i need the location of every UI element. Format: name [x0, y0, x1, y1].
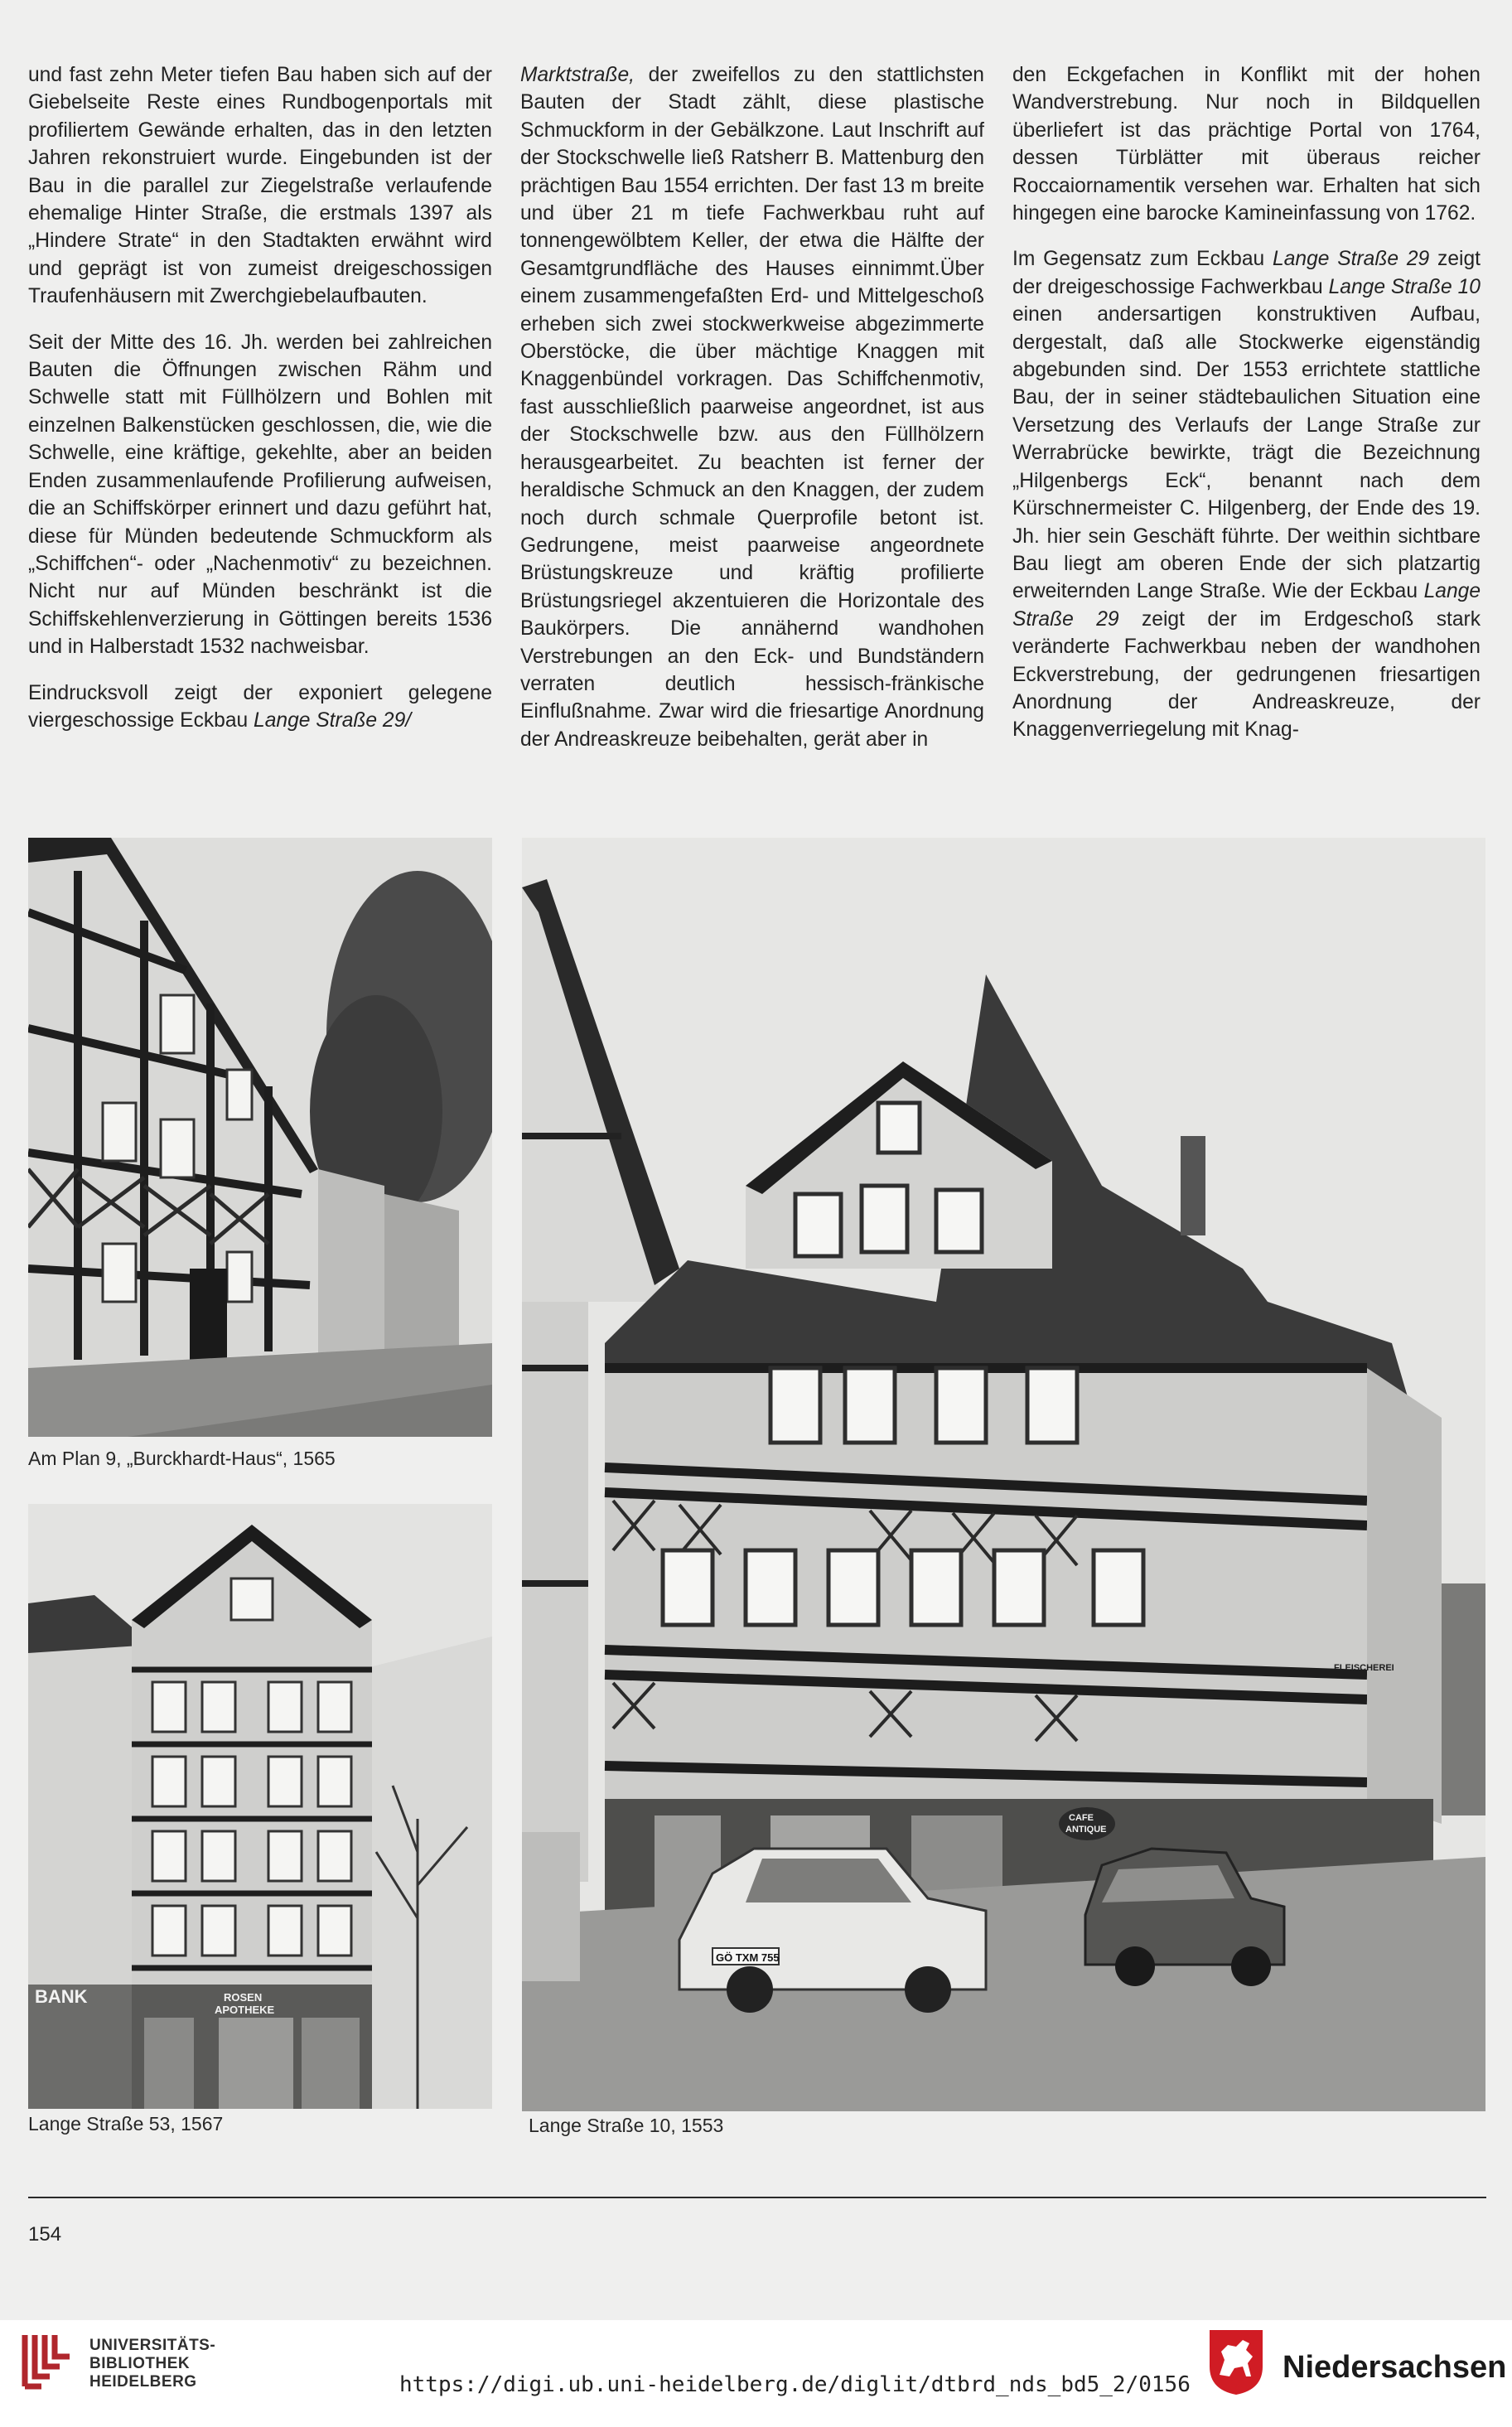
- paragraph-text: Eindrucksvoll zeigt der exponiert gelegene viergeschossige Eckbau: [28, 681, 492, 732]
- sign-fleischerei: FLEISCHEREI: [1334, 1663, 1394, 1673]
- paragraph-text: einen andersartigen konstruktiven Aufbau, dergestalt, daß alle Stockwerke eigenständig abgebunden sind. Der 1553 errichtete stattliche Bau, der in seiner städtebaulichen Situation eine Versetzung des Verlaufs der Lange Straße zur Werrabrücke bewirkte, trägt die Bezeichnung „Hilgenbergs Eck“, benannt nach dem Kürschnermeister C. Hilgenberg, der Ende des 19. Jh. hier sein Geschäft führte. Der weithin sichtbare Bau liegt am oberen Ende der sich platzartig erweiternden Lange Straße. Wie der Eckbau: [1012, 303, 1481, 603]
- niedersachsen-crest-icon: [1206, 2327, 1266, 2396]
- text-column-1: [28, 61, 492, 752]
- street-name: Marktstraße,: [520, 64, 635, 86]
- text-column-3: [1012, 61, 1481, 762]
- caption-photo-1: Am Plan 9, „Burckhardt-Haus“, 1565: [28, 1448, 336, 1469]
- photo-lange-strasse-53-image: [28, 1504, 492, 2109]
- street-name: Lange Straße 29: [1012, 580, 1481, 631]
- paragraph-text: der zweifellos zu den stattlichsten Bauten der Stadt zählt, diese plastische Schmuckform in der Gebälkzone. Laut Inschrift auf der Stockschwelle ließ Ratsherr B. Mattenburg den prächtigen Bau 1554 errichten. Der fast 13 m breite und über 21 m tiefe Fachwerkbau ruht auf tonnengewölbtem Keller, der etwa die Hälfte der Gesamtgrundfläche des Hauses einnimmt.Über einem zusammengefaßten Erd- und Mittelgeschoß erheben sich zwei stockwerkweise abgezimmerte Oberstöcke, die über mächtige Knaggen mit Knaggenbündel vorkragen. Das Schiffchenmotiv, fast ausschließlich paarweise angeordnet, ist aus der Stockschwelle bzw. aus den Füllhölzern herausgearbeitet. Zu beachten ist ferner der heraldische Schmuck an den Knaggen, der zudem noch durch schmale Querprofile betont ist. Gedrungene, meist paarweise angeordnete Brüstungskreuze und kräftig profilierte Brüstungsriegel akzentuieren die Horizontale des Baukörpers. Die annähernd wandhohen Verstrebungen an den Eck- und Bundständern verraten deutlich hessisch-fränkische Einflußnahme. Zwar wird die friesartige Anordnung der Andreaskreuze beibehalten, gerät aber in: [520, 64, 984, 751]
- partner-name: Niedersachsen: [1283, 2350, 1507, 2385]
- photo-lange-strasse-10: [522, 838, 1485, 2111]
- paragraph: [520, 61, 984, 753]
- paragraph-text: Im Gegensatz zum Eckbau: [1012, 248, 1273, 271]
- street-name: Lange Straße 10: [1328, 275, 1481, 298]
- institution-line: HEIDELBERG: [89, 2373, 197, 2391]
- paragraph: [28, 679, 492, 735]
- sign-apotheke-line-2: APOTHEKE: [215, 2004, 275, 2016]
- photo-burckhardt-haus-image: [28, 838, 492, 1437]
- street-name: Lange Straße 29/: [254, 708, 412, 732]
- paragraph-text: zeigt der im Erdgeschoß stark veränderte Fachwerkbau neben der wandhohen Eckverstrebung, der gedrungenen friesartigen Anordnung der Andreaskreuze, der Knaggenverriegelung mit Knag-: [1012, 607, 1481, 742]
- source-url-link[interactable]: https://digi.ub.uni-heidelberg.de/diglit/dtbrd_nds_bd5_2/0156: [399, 2372, 1191, 2397]
- sign-cafe-line-2: ANTIQUE: [1065, 1825, 1107, 1835]
- institution-line: UNIVERSITÄTS-: [89, 2337, 216, 2354]
- sign-bank-text: BANK: [35, 1986, 88, 2007]
- paragraph: [1012, 245, 1481, 743]
- street-name: Lange Straße 29: [1273, 248, 1430, 271]
- sign-cafe-line-1: CAFE: [1069, 1813, 1094, 1823]
- photo-lange-strasse-10-image: [522, 838, 1485, 2111]
- institution-line: BIBLIOTHEK: [89, 2355, 191, 2372]
- paragraph: Seit der Mitte des 16. Jh. werden bei zahlreichen Bauten die Öffnungen zwischen Rähm und Schwelle statt mit Füllhölzern und Bohlen mit einzelnen Balkenstücken geschlossen, die, wie die Schwelle, eine kräftige, gekehlte, aber an beiden Enden zusammenlaufende Profilierung aufweisen, die an Schiffskörper erinnert und dazu geführt hat, diese für Münden bedeutende Schmuckform als „Schiffchen“- oder „Nachenmotiv“ zu bezeichnen. Nicht nur auf Münden beschränkt ist die Schiffskehlenverzierung in Göttingen bereits 1536 und in Halberstadt 1532 nachweisbar.: [28, 331, 492, 659]
- photo-burckhardt-haus: [28, 838, 492, 1437]
- ub-heidelberg-logo-icon: [17, 2328, 81, 2393]
- paragraph: den Eckgefachen in Konflikt mit der hohen Wandverstrebung. Nur noch in Bildquellen überliefert ist das prächtige Portal von 1764, dessen Türblätter mit überaus reicher Roccaiornamentik versehen war. Erhalten hat sich hingegen eine barocke Kamineinfassung von 1762.: [1012, 64, 1481, 225]
- license-plate-text: GÖ TXM 755: [716, 1951, 780, 1964]
- caption-photo-3: Lange Straße 10, 1553: [529, 2115, 724, 2136]
- paragraph: und fast zehn Meter tiefen Bau haben sich auf der Giebelseite Reste eines Rundbogenportals mit profiliertem Gewände erhalten, das in den letzten Jahren rekonstruiert wurde. Eingebunden ist der Bau in die parallel zur Ziegelstraße verlaufende ehemalige Hinter Straße, die erstmals 1397 als „Hindere Strate“ in den Stadtakten erwähnt wird und geprägt ist von zumeist dreigeschossigen Traufenhäusern mit Zwerchgiebelaufbauten.: [28, 64, 492, 308]
- page-number: 154: [28, 2223, 62, 2246]
- institution-name: [89, 2337, 215, 2391]
- paragraph-text: zeigt der dreigeschossige Fachwerkbau: [1012, 248, 1481, 298]
- text-column-2: [520, 61, 984, 771]
- caption-photo-2: Lange Straße 53, 1567: [28, 2113, 224, 2135]
- photo-lange-strasse-53: [28, 1504, 492, 2109]
- sign-apotheke-line-1: ROSEN: [224, 1991, 263, 2004]
- footer-rule: [28, 2197, 1486, 2198]
